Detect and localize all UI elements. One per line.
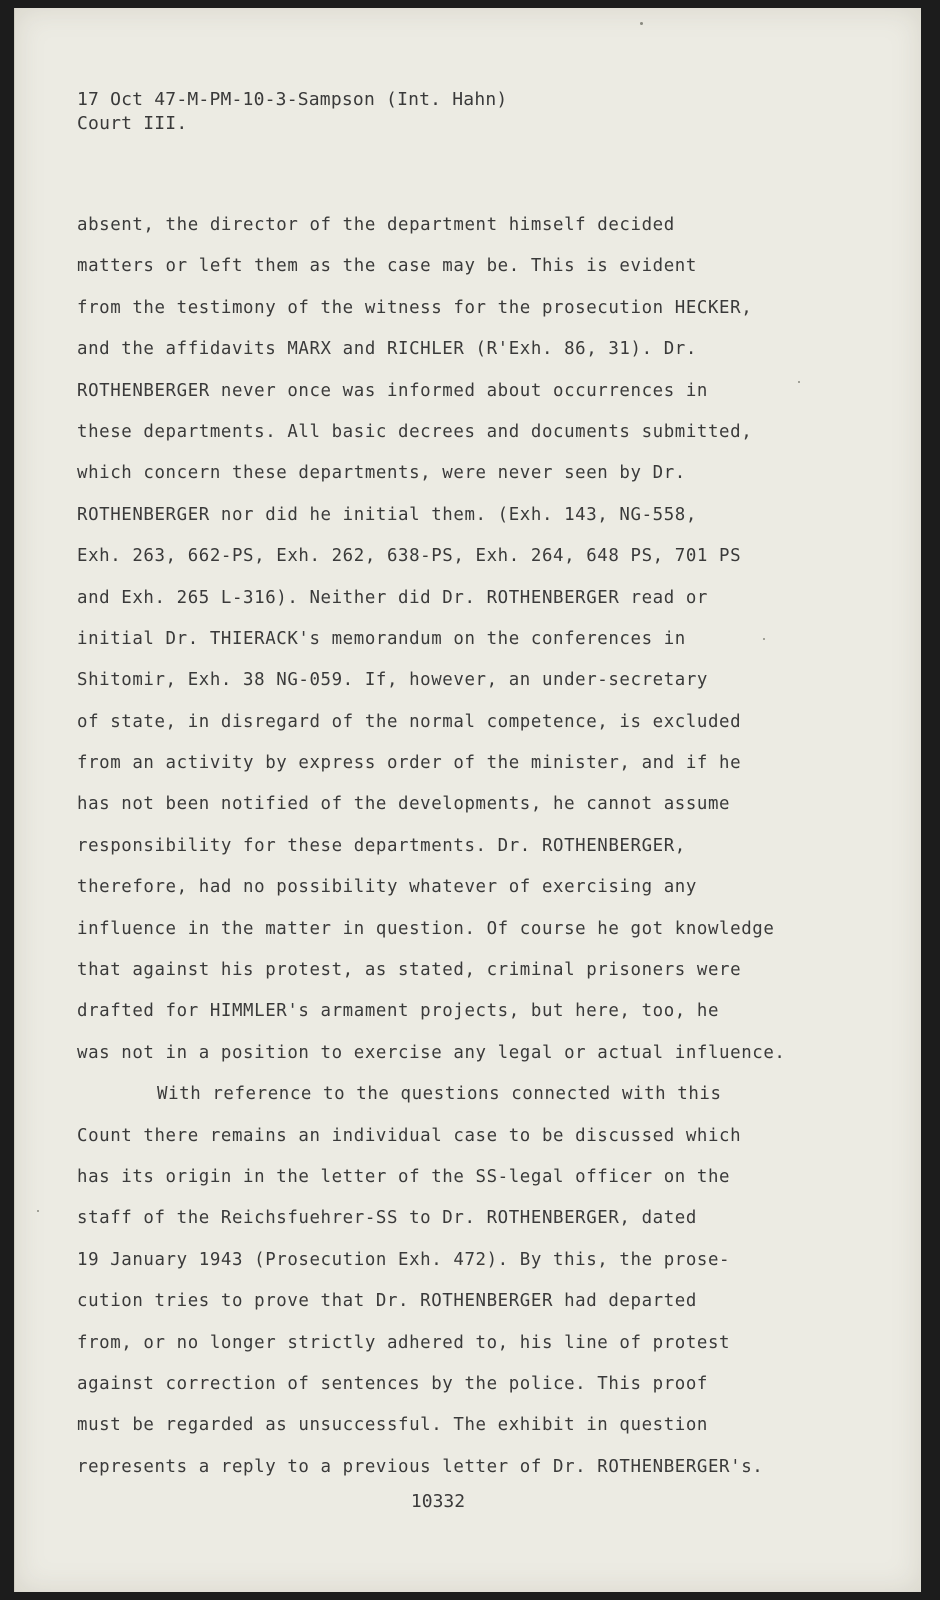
text-line: and the affidavits MARX and RICHLER (R'Exh. 86, 31). Dr. <box>77 339 697 360</box>
text-line: ROTHENBERGER never once was informed about occurrences in <box>77 380 708 401</box>
text-line: influence in the matter in question. Of course he got knowledge <box>77 918 775 939</box>
text-line: from, or no longer strictly adhered to, his line of protest <box>77 1332 731 1353</box>
header-session-line: 17 Oct 47-M-PM-10-3-Sampson (Int. Hahn) <box>77 89 508 110</box>
text-line: responsibility for these departments. Dr. ROTHENBERGER, <box>77 835 686 856</box>
text-line: from an activity by express order of the minister, and if he <box>77 753 742 774</box>
text-line: and Exh. 265 L-316). Neither did Dr. ROTHENBERGER read or <box>77 587 708 608</box>
text-line: from the testimony of the witness for the prosecution HECKER, <box>77 297 753 318</box>
text-line: these departments. All basic decrees and documents submitted, <box>77 421 753 442</box>
transcript-header <box>77 88 507 136</box>
text-line: must be regarded as unsuccessful. The exhibit in question <box>77 1415 708 1436</box>
text-line: cution tries to prove that Dr. ROTHENBERGER had departed <box>77 1291 697 1312</box>
text-line: Count there remains an individual case to be discussed which <box>77 1125 742 1146</box>
text-line: matters or left them as the case may be. This is evident <box>77 256 697 277</box>
paper-speck <box>763 638 765 640</box>
text-line: drafted for HIMMLER's armament projects, but here, too, he <box>77 1001 720 1022</box>
paper-speck <box>37 1210 39 1212</box>
text-line: Exh. 263, 662-PS, Exh. 262, 638-PS, Exh. 264, 648 PS, 701 PS <box>77 546 742 567</box>
text-line: against correction of sentences by the police. This proof <box>77 1373 708 1394</box>
text-line: therefore, had no possibility whatever of exercising any <box>77 877 697 898</box>
text-line: has not been notified of the developments, he cannot assume <box>77 794 731 815</box>
text-line: which concern these departments, were never seen by Dr. <box>77 463 686 484</box>
page-number: 10332 <box>410 1491 466 1512</box>
text-line: that against his protest, as stated, criminal prisoners were <box>77 960 742 981</box>
text-line: initial Dr. THIERACK's memorandum on the conferences in <box>77 628 686 649</box>
text-line: of state, in disregard of the normal competence, is excluded <box>77 711 742 732</box>
text-line: staff of the Reichsfuehrer-SS to Dr. ROTHENBERGER, dated <box>77 1208 697 1229</box>
document-body <box>77 205 917 1488</box>
text-line: Shitomir, Exh. 38 NG-059. If, however, an under-secretary <box>77 670 708 691</box>
text-line: has its origin in the letter of the SS-legal officer on the <box>77 1166 731 1187</box>
paragraph-first-line: With reference to the questions connected with this <box>157 1084 722 1105</box>
paper-speck <box>798 381 800 383</box>
text-line: ROTHENBERGER nor did he initial them. (Exh. 143, NG-558, <box>77 504 697 525</box>
paper-speck <box>640 22 643 25</box>
text-line: represents a reply to a previous letter of Dr. ROTHENBERGER's. <box>77 1456 764 1477</box>
text-line: 19 January 1943 (Prosecution Exh. 472). By this, the prose- <box>77 1249 731 1270</box>
header-court-line: Court III. <box>77 113 188 134</box>
text-line: was not in a position to exercise any legal or actual influence. <box>77 1042 786 1063</box>
document-page <box>14 8 921 1592</box>
text-line: absent, the director of the department himself decided <box>77 215 675 235</box>
